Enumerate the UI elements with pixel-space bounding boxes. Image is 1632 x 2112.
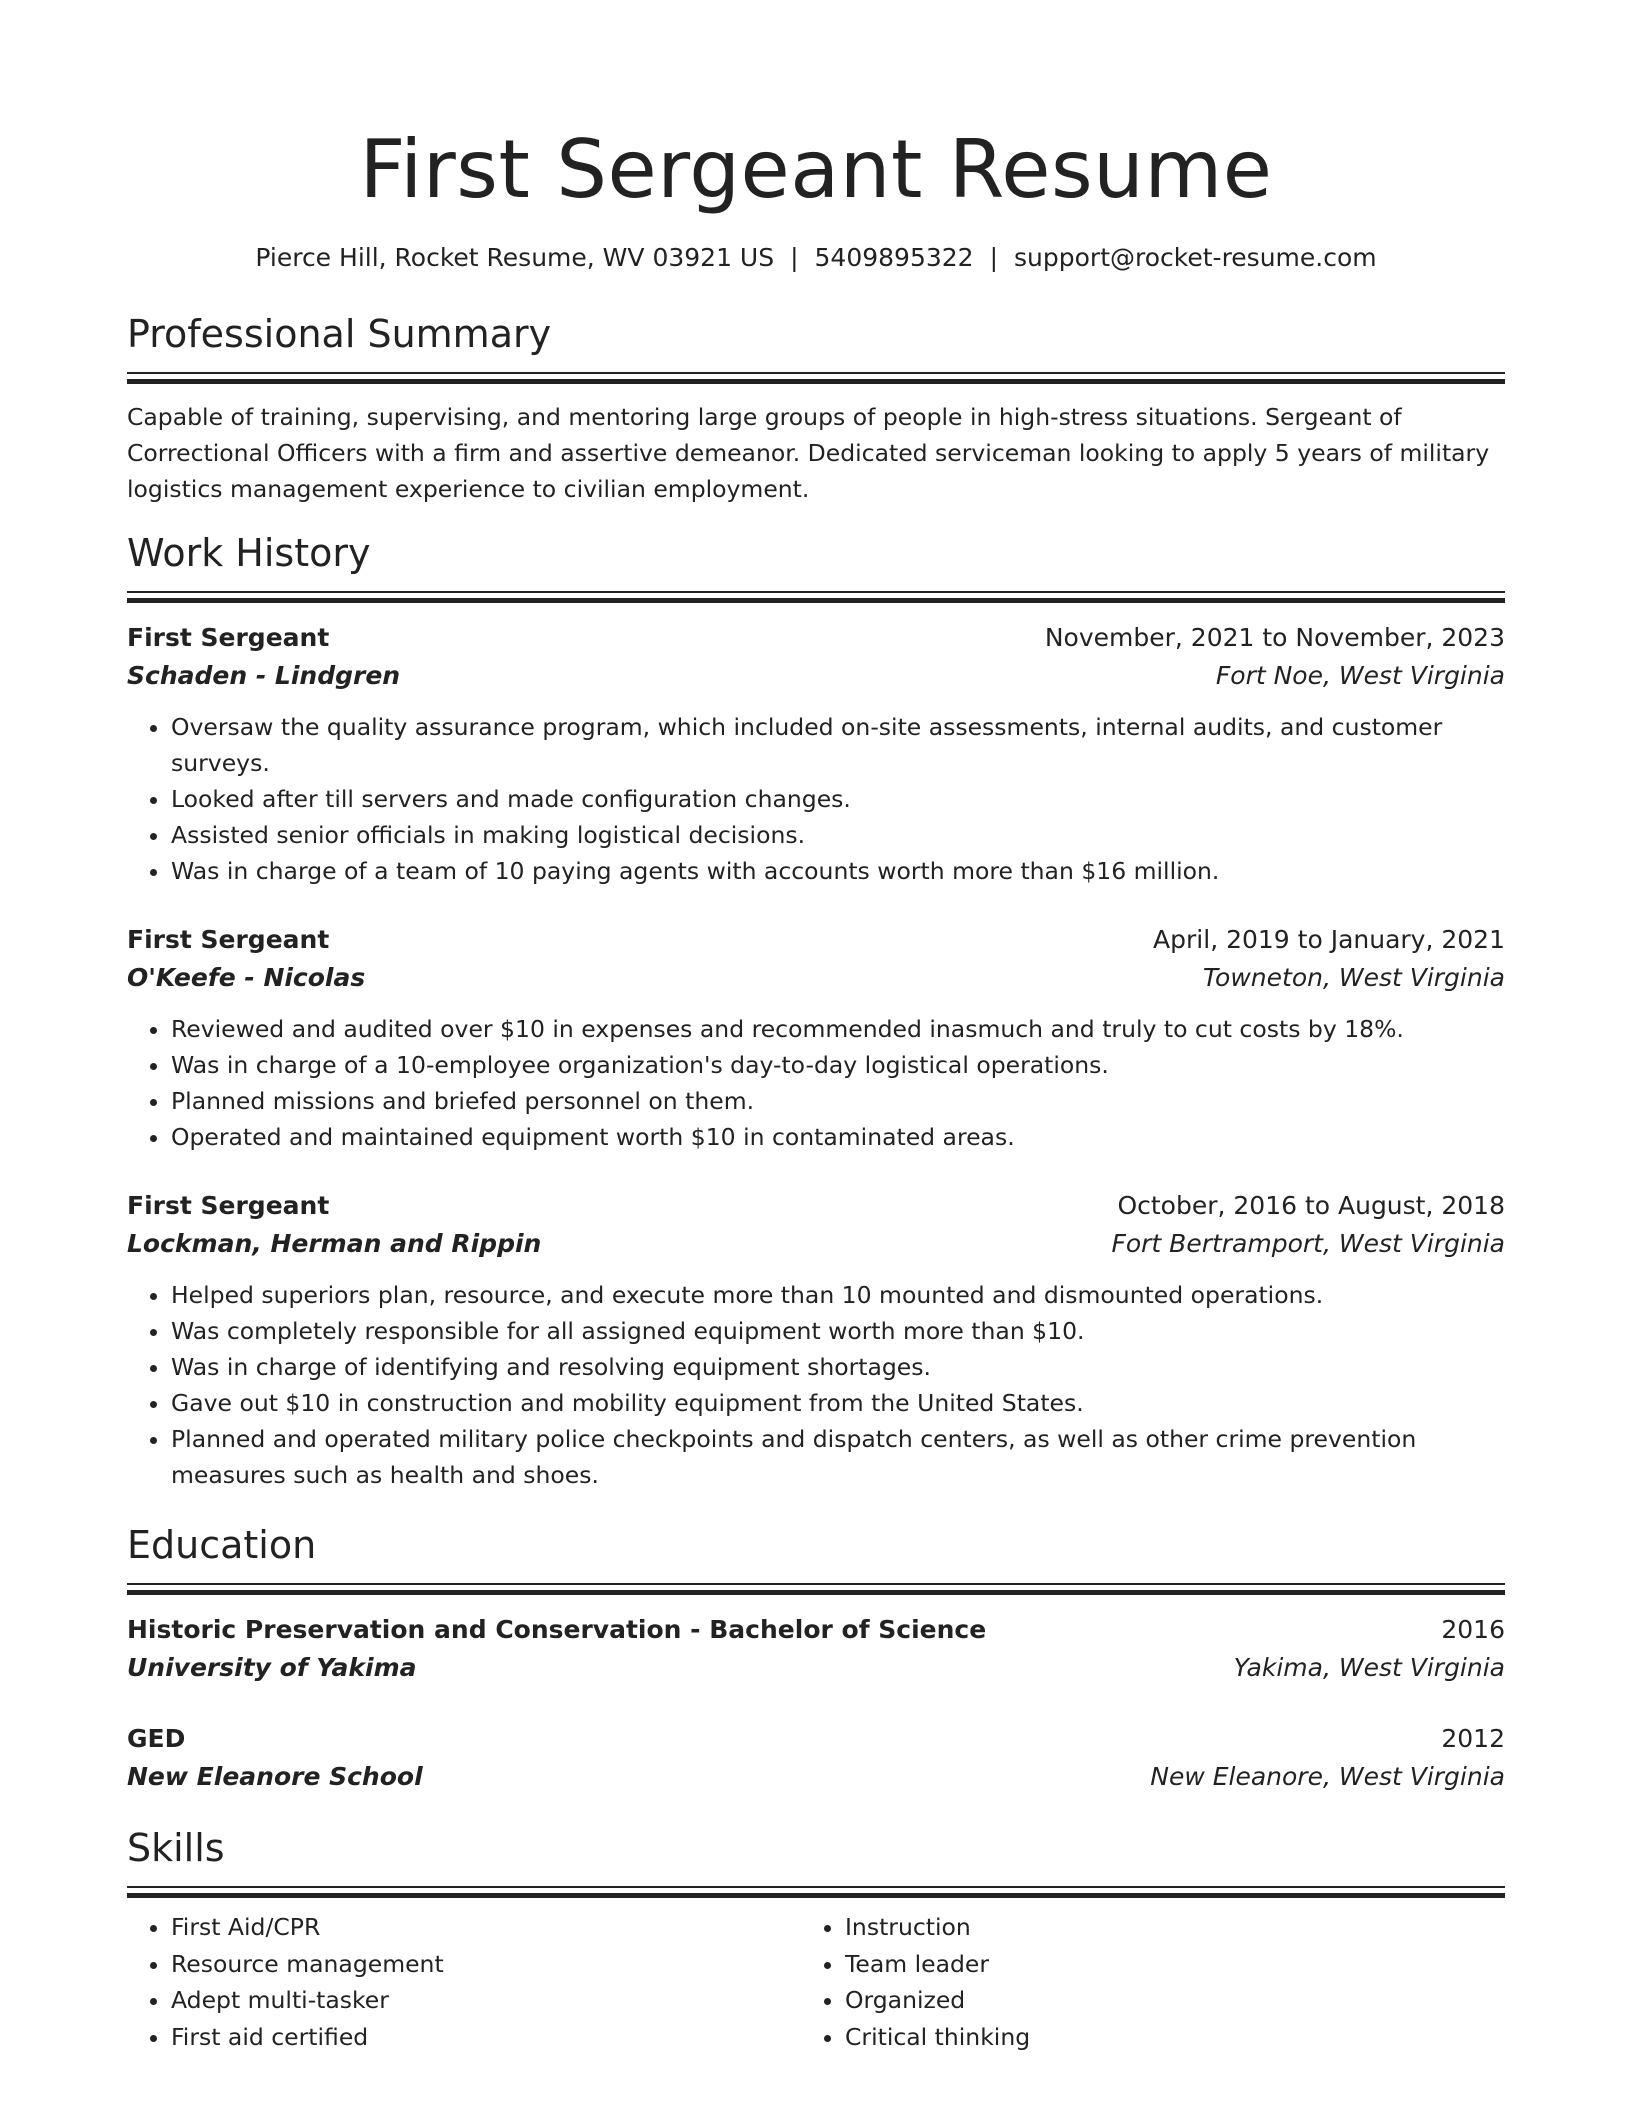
list-item: • Oversaw the quality assurance program, which included on-site assessments, internal audits, and customer surveys. bbox=[171, 709, 1505, 781]
job-bullets bbox=[127, 1011, 1505, 1155]
section-divider bbox=[127, 591, 1505, 603]
school-name: New Eleanore School bbox=[127, 1762, 423, 1791]
job-dates: November, 2021 to November, 2023 bbox=[1044, 623, 1505, 652]
work-history-section bbox=[127, 529, 1505, 1493]
list-item: • Team leader bbox=[845, 1946, 1475, 1983]
list-item: • Planned missions and briefed personnel on them. bbox=[171, 1083, 1505, 1119]
degree: GED bbox=[127, 1724, 186, 1753]
job-bullets bbox=[127, 1277, 1505, 1493]
list-item: • First aid certified bbox=[171, 2019, 801, 2056]
list-item: • Assisted senior officials in making logistical decisions. bbox=[171, 817, 1505, 853]
job-dates: October, 2016 to August, 2018 bbox=[1117, 1191, 1505, 1220]
school-location: New Eleanore, West Virginia bbox=[1150, 1762, 1505, 1791]
job-bullets bbox=[127, 709, 1505, 889]
education-entry bbox=[127, 1720, 1505, 1796]
contact-line bbox=[127, 241, 1505, 275]
skills-section bbox=[127, 1824, 1505, 2055]
section-divider bbox=[127, 1583, 1505, 1595]
job-location: Fort Bertramport, West Virginia bbox=[1111, 1229, 1505, 1258]
job-entry bbox=[127, 619, 1505, 889]
separator: | bbox=[989, 243, 999, 272]
section-divider bbox=[127, 372, 1505, 384]
graduation-year: 2012 bbox=[1441, 1724, 1505, 1753]
section-title: Work History bbox=[127, 531, 371, 575]
job-title: First Sergeant bbox=[127, 623, 330, 652]
list-item: • Was in charge of a team of 10 paying agents with accounts worth more than $16 million. bbox=[171, 853, 1505, 889]
summary-text: Capable of training, supervising, and mentoring large groups of people in high-stress situations. Sergeant of Correctional Officers with a firm and assertive demeanor. Dedicated serviceman looking to apply 5 years of military logistics management experience to civilian employment. bbox=[127, 403, 1490, 503]
list-item: • Gave out $10 in construction and mobility equipment from the United States. bbox=[171, 1385, 1505, 1421]
job-location: Fort Noe, West Virginia bbox=[1215, 661, 1505, 690]
job-title: First Sergeant bbox=[127, 1191, 330, 1220]
company-name: O'Keefe - Nicolas bbox=[127, 963, 366, 992]
phone: 5409895322 bbox=[814, 243, 974, 272]
list-item: • Was completely responsible for all assigned equipment worth more than $10. bbox=[171, 1313, 1505, 1349]
school-name: University of Yakima bbox=[127, 1653, 417, 1682]
resume-title: First Sergeant Resume bbox=[359, 123, 1273, 216]
job-location: Towneton, West Virginia bbox=[1202, 963, 1505, 992]
job-dates: April, 2019 to January, 2021 bbox=[1153, 925, 1505, 954]
email-link[interactable]: support@rocket-resume.com bbox=[1014, 243, 1377, 272]
list-item: • Adept multi-tasker bbox=[171, 1982, 801, 2019]
list-item: • Helped superiors plan, resource, and execute more than 10 mounted and dismounted operations. bbox=[171, 1277, 1505, 1313]
skills-columns bbox=[127, 1909, 1505, 2055]
separator: | bbox=[790, 243, 799, 272]
section-title: Professional Summary bbox=[127, 312, 552, 356]
education-section bbox=[127, 1521, 1505, 1796]
graduation-year: 2016 bbox=[1441, 1615, 1505, 1644]
section-title: Skills bbox=[127, 1826, 225, 1870]
company-name: Lockman, Herman and Rippin bbox=[127, 1229, 542, 1258]
degree: Historic Preservation and Conservation - Bachelor of Science bbox=[127, 1615, 987, 1644]
summary-section bbox=[127, 310, 1505, 507]
list-item: • Was in charge of identifying and resolving equipment shortages. bbox=[171, 1349, 1505, 1385]
list-item: • Was in charge of a 10-employee organization's day-to-day logistical operations. bbox=[171, 1047, 1505, 1083]
list-item: • Organized bbox=[845, 1982, 1475, 2019]
list-item: • Reviewed and audited over $10 in expenses and recommended inasmuch and truly to cut costs by 18%. bbox=[171, 1011, 1505, 1047]
company-name: Schaden - Lindgren bbox=[127, 661, 401, 690]
list-item: • Operated and maintained equipment worth $10 in contaminated areas. bbox=[171, 1119, 1505, 1155]
list-item: • Resource management bbox=[171, 1946, 801, 1983]
skills-list-left bbox=[127, 1909, 801, 2055]
education-entry bbox=[127, 1611, 1505, 1687]
school-location: Yakima, West Virginia bbox=[1233, 1653, 1505, 1682]
list-item: • First Aid/CPR bbox=[171, 1909, 801, 1946]
address: Pierce Hill, Rocket Resume, WV 03921 US bbox=[255, 243, 775, 272]
list-item: • Critical thinking bbox=[845, 2019, 1475, 2056]
job-entry bbox=[127, 921, 1505, 1155]
job-title: First Sergeant bbox=[127, 925, 330, 954]
section-divider bbox=[127, 1886, 1505, 1898]
skills-list-right bbox=[801, 1909, 1475, 2055]
job-entry bbox=[127, 1187, 1505, 1493]
list-item: • Instruction bbox=[845, 1909, 1475, 1946]
section-title: Education bbox=[127, 1523, 317, 1567]
list-item: • Planned and operated military police checkpoints and dispatch centers, as well as other crime prevention measures such as health and shoes. bbox=[171, 1421, 1505, 1493]
list-item: • Looked after till servers and made configuration changes. bbox=[171, 781, 1505, 817]
